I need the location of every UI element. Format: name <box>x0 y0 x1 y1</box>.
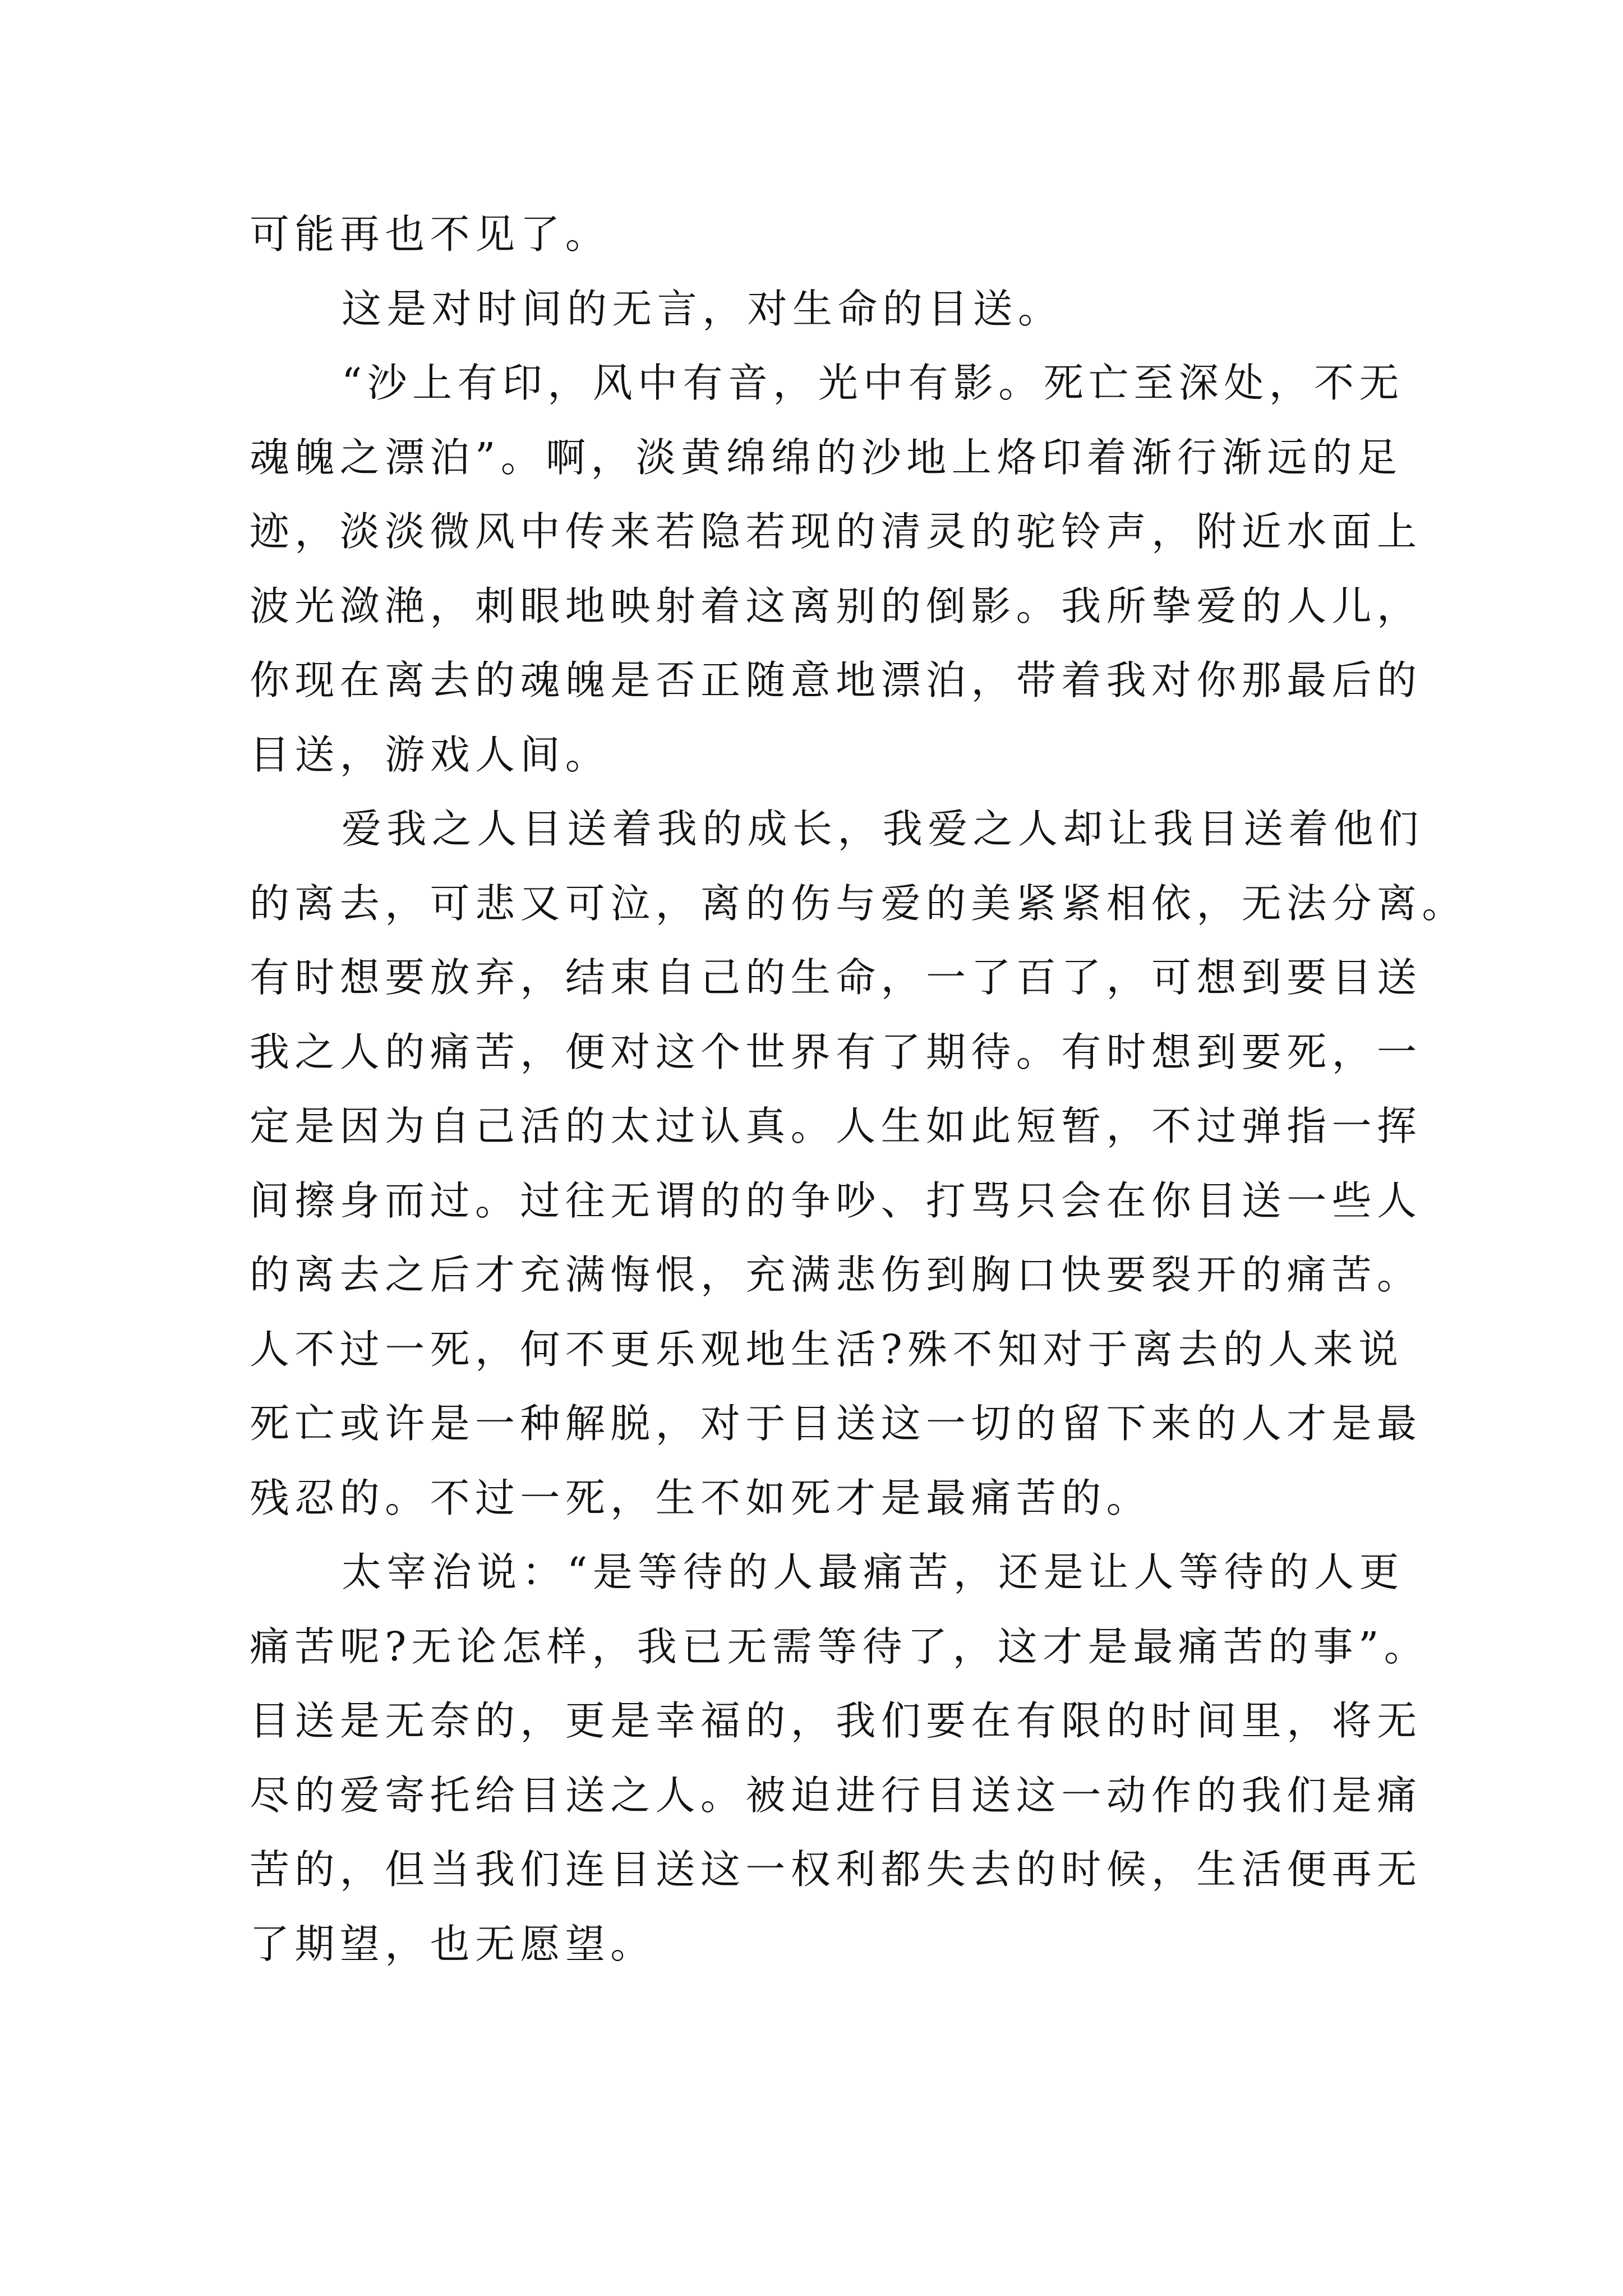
paragraph-start-line: 太宰治说：“是等待的人最痛苦，还是让人等待的人更 <box>342 1549 1404 1595</box>
text-line: 有时想要放弃，结束自己的生命，一了百了，可想到要目送 <box>250 954 1422 1001</box>
paragraph-start-line: 爱我之人目送着我的成长，我爱之人却让我目送着他们 <box>342 806 1424 852</box>
text-line: 目送，游戏人间。 <box>250 731 611 778</box>
text-line: 波光潋滟，刺眼地映射着这离别的倒影。我所挚爱的人儿， <box>250 582 1422 629</box>
text-line: 定是因为自己活的太过认真。人生如此短暂，不过弹指一挥 <box>250 1103 1422 1149</box>
text-line: 目送是无奈的，更是幸福的，我们要在有限的时间里，将无 <box>250 1697 1422 1744</box>
text-line: 魂魄之漂泊”。啊，淡黄绵绵的沙地上烙印着渐行渐远的足 <box>250 434 1403 481</box>
text-line: 我之人的痛苦，便对这个世界有了期待。有时想到要死，一 <box>250 1028 1422 1075</box>
text-line: 痛苦呢?无论怎样，我已无需等待了，这才是最痛苦的事”。 <box>250 1623 1430 1670</box>
text-line: 的离去之后才充满悔恨，充满悲伤到胸口快要裂开的痛苦。 <box>250 1251 1422 1298</box>
text-line: 迹，淡淡微风中传来若隐若现的清灵的驼铃声，附近水面上 <box>250 508 1422 555</box>
text-line: 死亡或许是一种解脱，对于目送这一切的留下来的人才是最 <box>250 1400 1422 1447</box>
text-line: 间擦身而过。过往无谓的的争吵、打骂只会在你目送一些人 <box>250 1177 1422 1224</box>
text-line: 尽的爱寄托给目送之人。被迫进行目送这一动作的我们是痛 <box>250 1772 1422 1819</box>
paragraph-start-line: “沙上有印，风中有音，光中有影。死亡至深处，不无 <box>342 360 1404 406</box>
text-line: 的离去，可悲又可泣，离的伤与爱的美紧紧相依，无法分离。 <box>250 880 1467 927</box>
paragraph-start-line: 这是对时间的无言，对生命的目送。 <box>342 285 1063 332</box>
text-line: 残忍的。不过一死，生不如死才是最痛苦的。 <box>250 1474 1152 1521</box>
text-line: 可能再也不见了。 <box>250 211 611 257</box>
body-text <box>250 197 1467 1981</box>
text-line: 苦的，但当我们连目送这一权利都失去的时候，生活便再无 <box>250 1846 1422 1893</box>
text-line: 人不过一死，何不更乐观地生活?殊不知对于离去的人来说 <box>250 1326 1404 1373</box>
text-line: 你现在离去的魂魄是否正随意地漂泊，带着我对你那最后的 <box>250 657 1422 703</box>
text-line: 了期望，也无愿望。 <box>250 1920 656 1967</box>
